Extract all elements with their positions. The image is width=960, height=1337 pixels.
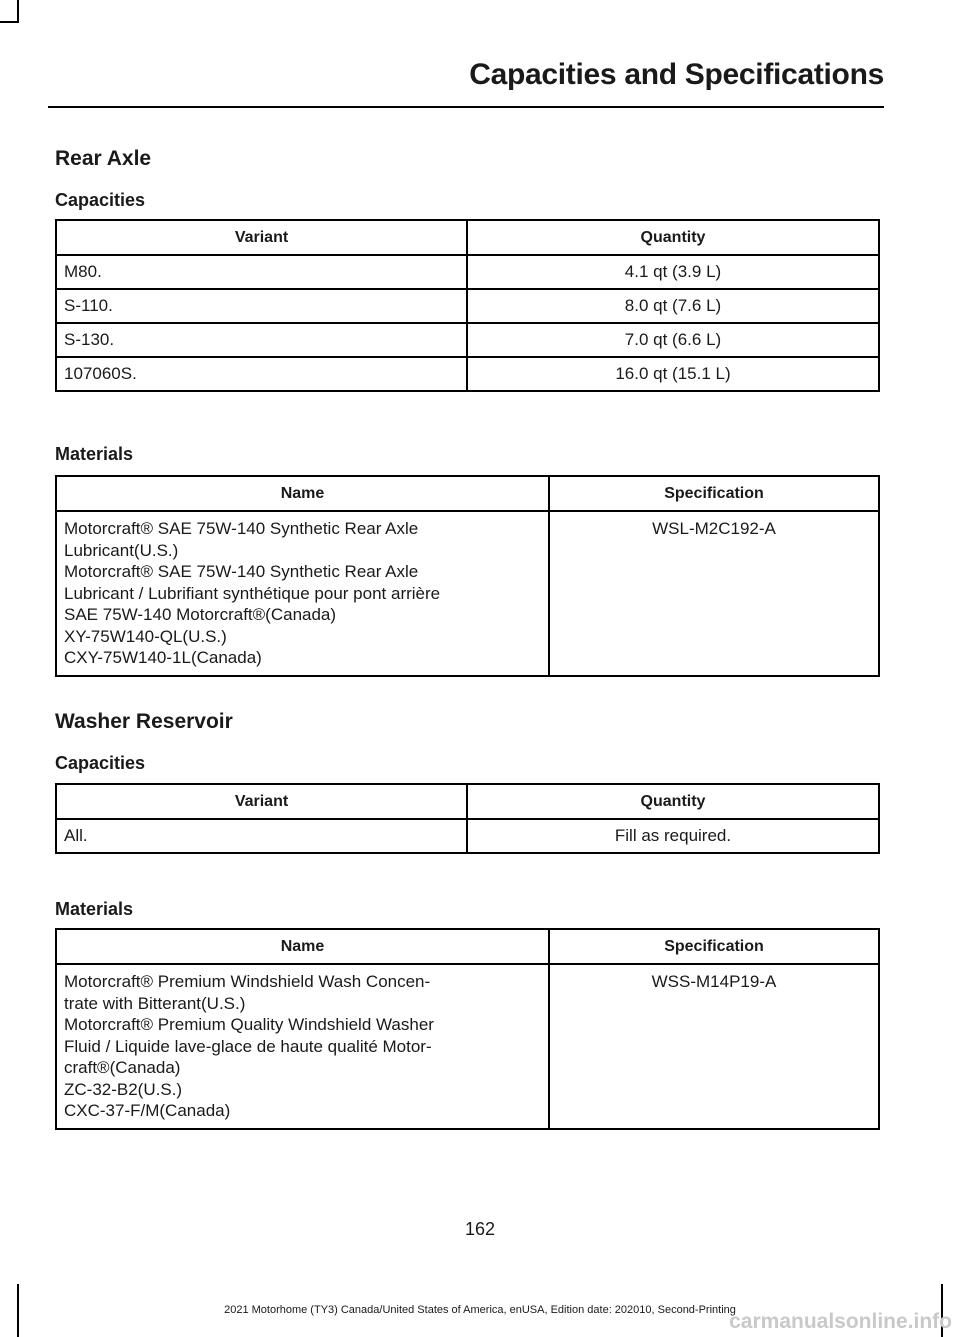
table-header-row bbox=[56, 784, 879, 819]
subtitle-capacities: Capacities bbox=[55, 753, 146, 773]
material-name-line: Lubricant / Lubrifiant synthétique pour pont arrière bbox=[64, 583, 441, 603]
material-name-cell bbox=[56, 511, 549, 676]
specification-cell: WSS-M14P19-A bbox=[549, 964, 879, 1129]
table-row bbox=[56, 964, 879, 1129]
washer-materials-table bbox=[55, 928, 880, 1130]
material-name-line: Motorcraft® Premium Windshield Wash Concen- bbox=[64, 972, 431, 991]
page-number: 162 bbox=[464, 1219, 496, 1239]
material-name-line: SAE 75W-140 Motorcraft®(Canada) bbox=[64, 605, 337, 624]
crop-mark bbox=[17, 0, 19, 22]
material-name-line: Lubricant(U.S.) bbox=[64, 540, 179, 560]
material-name-line: CXC-37-F/M(Canada) bbox=[64, 1101, 231, 1120]
rear-axle-materials-table bbox=[55, 475, 880, 677]
table-row bbox=[56, 511, 879, 676]
material-name-line: trate with Bitterant(U.S.) bbox=[64, 993, 246, 1013]
material-name-line: ZC-32-B2(U.S.) bbox=[64, 1079, 183, 1099]
table-row bbox=[56, 255, 879, 289]
table-header-row bbox=[56, 476, 879, 511]
material-name-line: XY-75W140-QL(U.S.) bbox=[64, 626, 227, 646]
table-header-row bbox=[56, 929, 879, 964]
table-row bbox=[56, 357, 879, 391]
column-header-quantity: Quantity bbox=[467, 220, 879, 255]
material-name-line: Motorcraft® SAE 75W-140 Synthetic Rear Axle bbox=[64, 519, 419, 538]
watermark: carmanualsonline.info bbox=[729, 1310, 952, 1333]
section-title-rear-axle: Rear Axle bbox=[55, 147, 152, 170]
quantity-cell: 16.0 qt (15.1 L) bbox=[467, 357, 879, 391]
quantity-cell: 7.0 qt (6.6 L) bbox=[467, 323, 879, 357]
variant-cell: S-110. bbox=[56, 289, 467, 323]
column-header-specification: Specification bbox=[549, 929, 879, 964]
specification-cell: WSL-M2C192-A bbox=[549, 511, 879, 676]
variant-cell: M80. bbox=[56, 255, 467, 289]
subtitle-capacities: Capacities bbox=[55, 190, 146, 210]
washer-capacities-table bbox=[55, 783, 880, 854]
column-header-quantity: Quantity bbox=[467, 784, 879, 819]
table-row bbox=[56, 289, 879, 323]
rear-axle-capacities-table bbox=[55, 219, 880, 392]
quantity-cell: Fill as required. bbox=[467, 819, 879, 853]
section-title-washer-reservoir: Washer Reservoir bbox=[55, 710, 233, 733]
column-header-name: Name bbox=[56, 476, 549, 511]
variant-cell: 107060S. bbox=[56, 357, 467, 391]
material-name-line: Fluid / Liquide lave-glace de haute qualité Motor- bbox=[64, 1036, 432, 1056]
column-header-variant: Variant bbox=[56, 220, 467, 255]
subtitle-materials: Materials bbox=[55, 899, 134, 919]
column-header-variant: Variant bbox=[56, 784, 467, 819]
header-divider bbox=[48, 106, 884, 108]
material-name-cell bbox=[56, 964, 549, 1129]
material-name-line: Motorcraft® SAE 75W-140 Synthetic Rear Axle bbox=[64, 562, 419, 581]
subtitle-materials: Materials bbox=[55, 444, 134, 464]
crop-mark bbox=[0, 21, 19, 23]
table-row bbox=[56, 819, 879, 853]
material-name-line: Motorcraft® Premium Quality Windshield Washer bbox=[64, 1015, 434, 1034]
quantity-cell: 8.0 qt (7.6 L) bbox=[467, 289, 879, 323]
variant-cell: All. bbox=[56, 819, 467, 853]
footer-edition-text: 2021 Motorhome (TY3) Canada/United States of America, enUSA, Edition date: 202010, Second-Printing bbox=[224, 1304, 736, 1316]
page-title: Capacities and Specifications bbox=[469, 58, 884, 91]
variant-cell: S-130. bbox=[56, 323, 467, 357]
material-name-line: CXY-75W140-1L(Canada) bbox=[64, 648, 262, 667]
table-header-row bbox=[56, 220, 879, 255]
column-header-specification: Specification bbox=[549, 476, 879, 511]
column-header-name: Name bbox=[56, 929, 549, 964]
table-row bbox=[56, 323, 879, 357]
material-name-line: craft®(Canada) bbox=[64, 1058, 181, 1077]
quantity-cell: 4.1 qt (3.9 L) bbox=[467, 255, 879, 289]
